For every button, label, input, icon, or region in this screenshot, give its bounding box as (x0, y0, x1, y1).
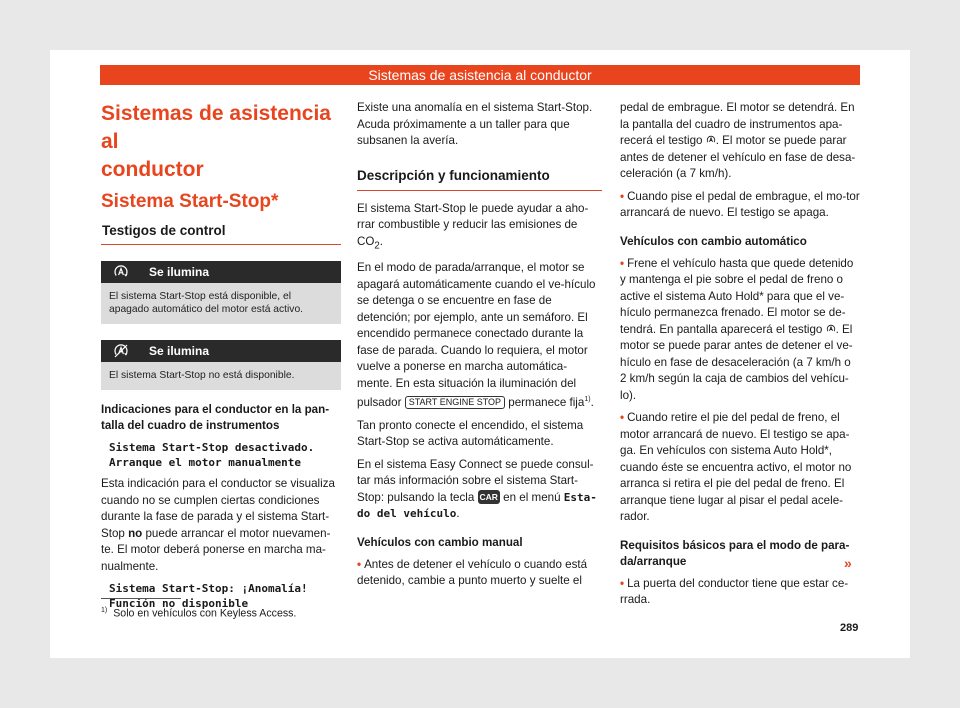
column-1 (101, 100, 341, 617)
subheading-automatic: Vehículos con cambio automático (620, 234, 807, 248)
manual-page (50, 50, 910, 658)
subheading-manual: Vehículos con cambio manual (357, 535, 523, 549)
warning-head (101, 261, 341, 283)
running-header: Sistemas de asistencia al conductor (100, 65, 860, 85)
bullet-icon: • (357, 557, 362, 571)
paragraph: pedal de embrague. El motor se detendrá. En la pantalla del cuadro de instrumentos apa-recerá el testigo . El motor se puede parar antes de detener el vehículo en fase de desa-celeración (a 7 km/h). (620, 101, 856, 180)
display-message-2: Sistema Start-Stop: ¡Anomalía! Función no disponible (109, 582, 308, 610)
bullet-icon: • (620, 189, 625, 203)
footnote-rule (101, 598, 181, 599)
bullet-item: • Antes de detener el vehículo o cuando está detenido, cambie a punto muerto y suelte el (357, 557, 588, 588)
bullet-item: • Cuando pise el pedal de embrague, el mo-tor arrancará de nuevo. El testigo se apaga. (620, 189, 860, 219)
warning-text: El sistema Start-Stop está disponible, el apagado automático del motor está activo. (101, 283, 341, 324)
paragraph: Tan pronto conecte el encendido, el sistema Start-Stop se activa automáticamente. (357, 418, 584, 449)
paragraph: En el sistema Easy Connect se puede consul-tar más información sobre el sistema Start-Stop: pulsando la tecla CAR en el menú Esta-do del vehículo. (357, 457, 597, 521)
subsection-title-testigos: Testigos de control (102, 223, 226, 238)
warning-head (101, 340, 341, 362)
page-number: 289 (840, 622, 859, 634)
chapter-title: Sistemas de asistencia al conductor (101, 102, 331, 181)
start-stop-a-icon (826, 324, 836, 334)
warning-text: El sistema Start-Stop no está disponible. (101, 362, 341, 390)
warning-label: Se ilumina (149, 344, 210, 358)
bullet-icon: • (620, 411, 625, 424)
title-rule (101, 244, 341, 245)
paragraph: El sistema Start-Stop le puede ayudar a aho-rrar combustible y reducir las emisiones de $CO_2$. (357, 201, 589, 251)
subheading-requirements: Requisitos básicos para el modo de para-da/arranque (620, 538, 850, 568)
section-title-start-stop: Sistema Start-Stop* (101, 191, 279, 212)
footnote-ref: 1) (584, 396, 591, 404)
bullet-item: • Frene el vehículo hasta que quede detenido y mantenga el pie sobre el pedal de freno o active el sistema Auto Hold* para que el ve-hículo permanezca frenado. El motor se de-tendrá. En pantalla aparecerá el testigo . El motor se puede parar antes de detener el ve-hículo en fase de desaceleración (a 7 km/h o 2 km/h según la caja de cambios del vehícu-lo). (620, 256, 854, 402)
start-engine-stop-key: START ENGINE STOP (405, 396, 505, 409)
warning-box-unavailable (101, 340, 341, 390)
bullet-item: • La puerta del conductor tiene que estar ce-rrada. (620, 576, 849, 606)
column-3 (620, 100, 860, 615)
bullet-icon: • (620, 256, 625, 270)
display-message-1: Sistema Start-Stop desactivado. Arranque el motor manualmente (109, 441, 315, 469)
paragraph: En el modo de parada/arranque, el motor se apagará automáticamente cuando el ve-hículo se detenga o se encuentre en fase de detención; por ejemplo, ante un semáforo. El encendido permanece conectado durante la fase de parada. Cuando lo requiera, el motor vuelve a ponerse en marcha automática-mente. En esta situación la iluminación del pulsador START ENGINE STOP permanece fija$^{1)}$. (357, 261, 596, 410)
start-stop-a-icon (706, 135, 716, 145)
bullet-item: • Cuando retire el pie del pedal de freno, el motor arrancará de nuevo. El testigo se apa-ga. En vehículos con sistema Auto Hold*, cuando éste se encuentra activo, el motor no arranca si retira el pie del pedal de freno. El arranque tiene lugar al pisar el pedal acele-rador. (620, 411, 852, 523)
car-key: CAR (479, 491, 498, 502)
paragraph: Existe una anomalía en el sistema Start-Stop. Acuda próximamente a un taller para que subsanen la avería. (357, 101, 593, 147)
start-stop-a-crossed-icon (113, 343, 129, 359)
footnote: $^{1)}$ Solo en vehículos con Keyless Access. (101, 607, 297, 620)
warning-box-available (101, 261, 341, 324)
paragraph: Esta indicación para el conductor se visualiza cuando no se cumplen ciertas condiciones durante la fase de parada y el sistema Start-Stop no puede arrancar el motor nuevamen-te. El motor deberá ponerse en marcha ma-nualmente. (101, 477, 335, 573)
bullet-icon: • (620, 576, 625, 590)
section-title-description: Descripción y funcionamiento (357, 168, 602, 191)
subheading-driver-indications: Indicaciones para el conductor en la pan- talla del cuadro de instrumentos (101, 403, 330, 432)
continue-arrow-icon: » (844, 555, 852, 571)
column-2 (357, 100, 602, 596)
warning-label: Se ilumina (149, 265, 210, 279)
start-stop-a-icon (113, 264, 129, 280)
